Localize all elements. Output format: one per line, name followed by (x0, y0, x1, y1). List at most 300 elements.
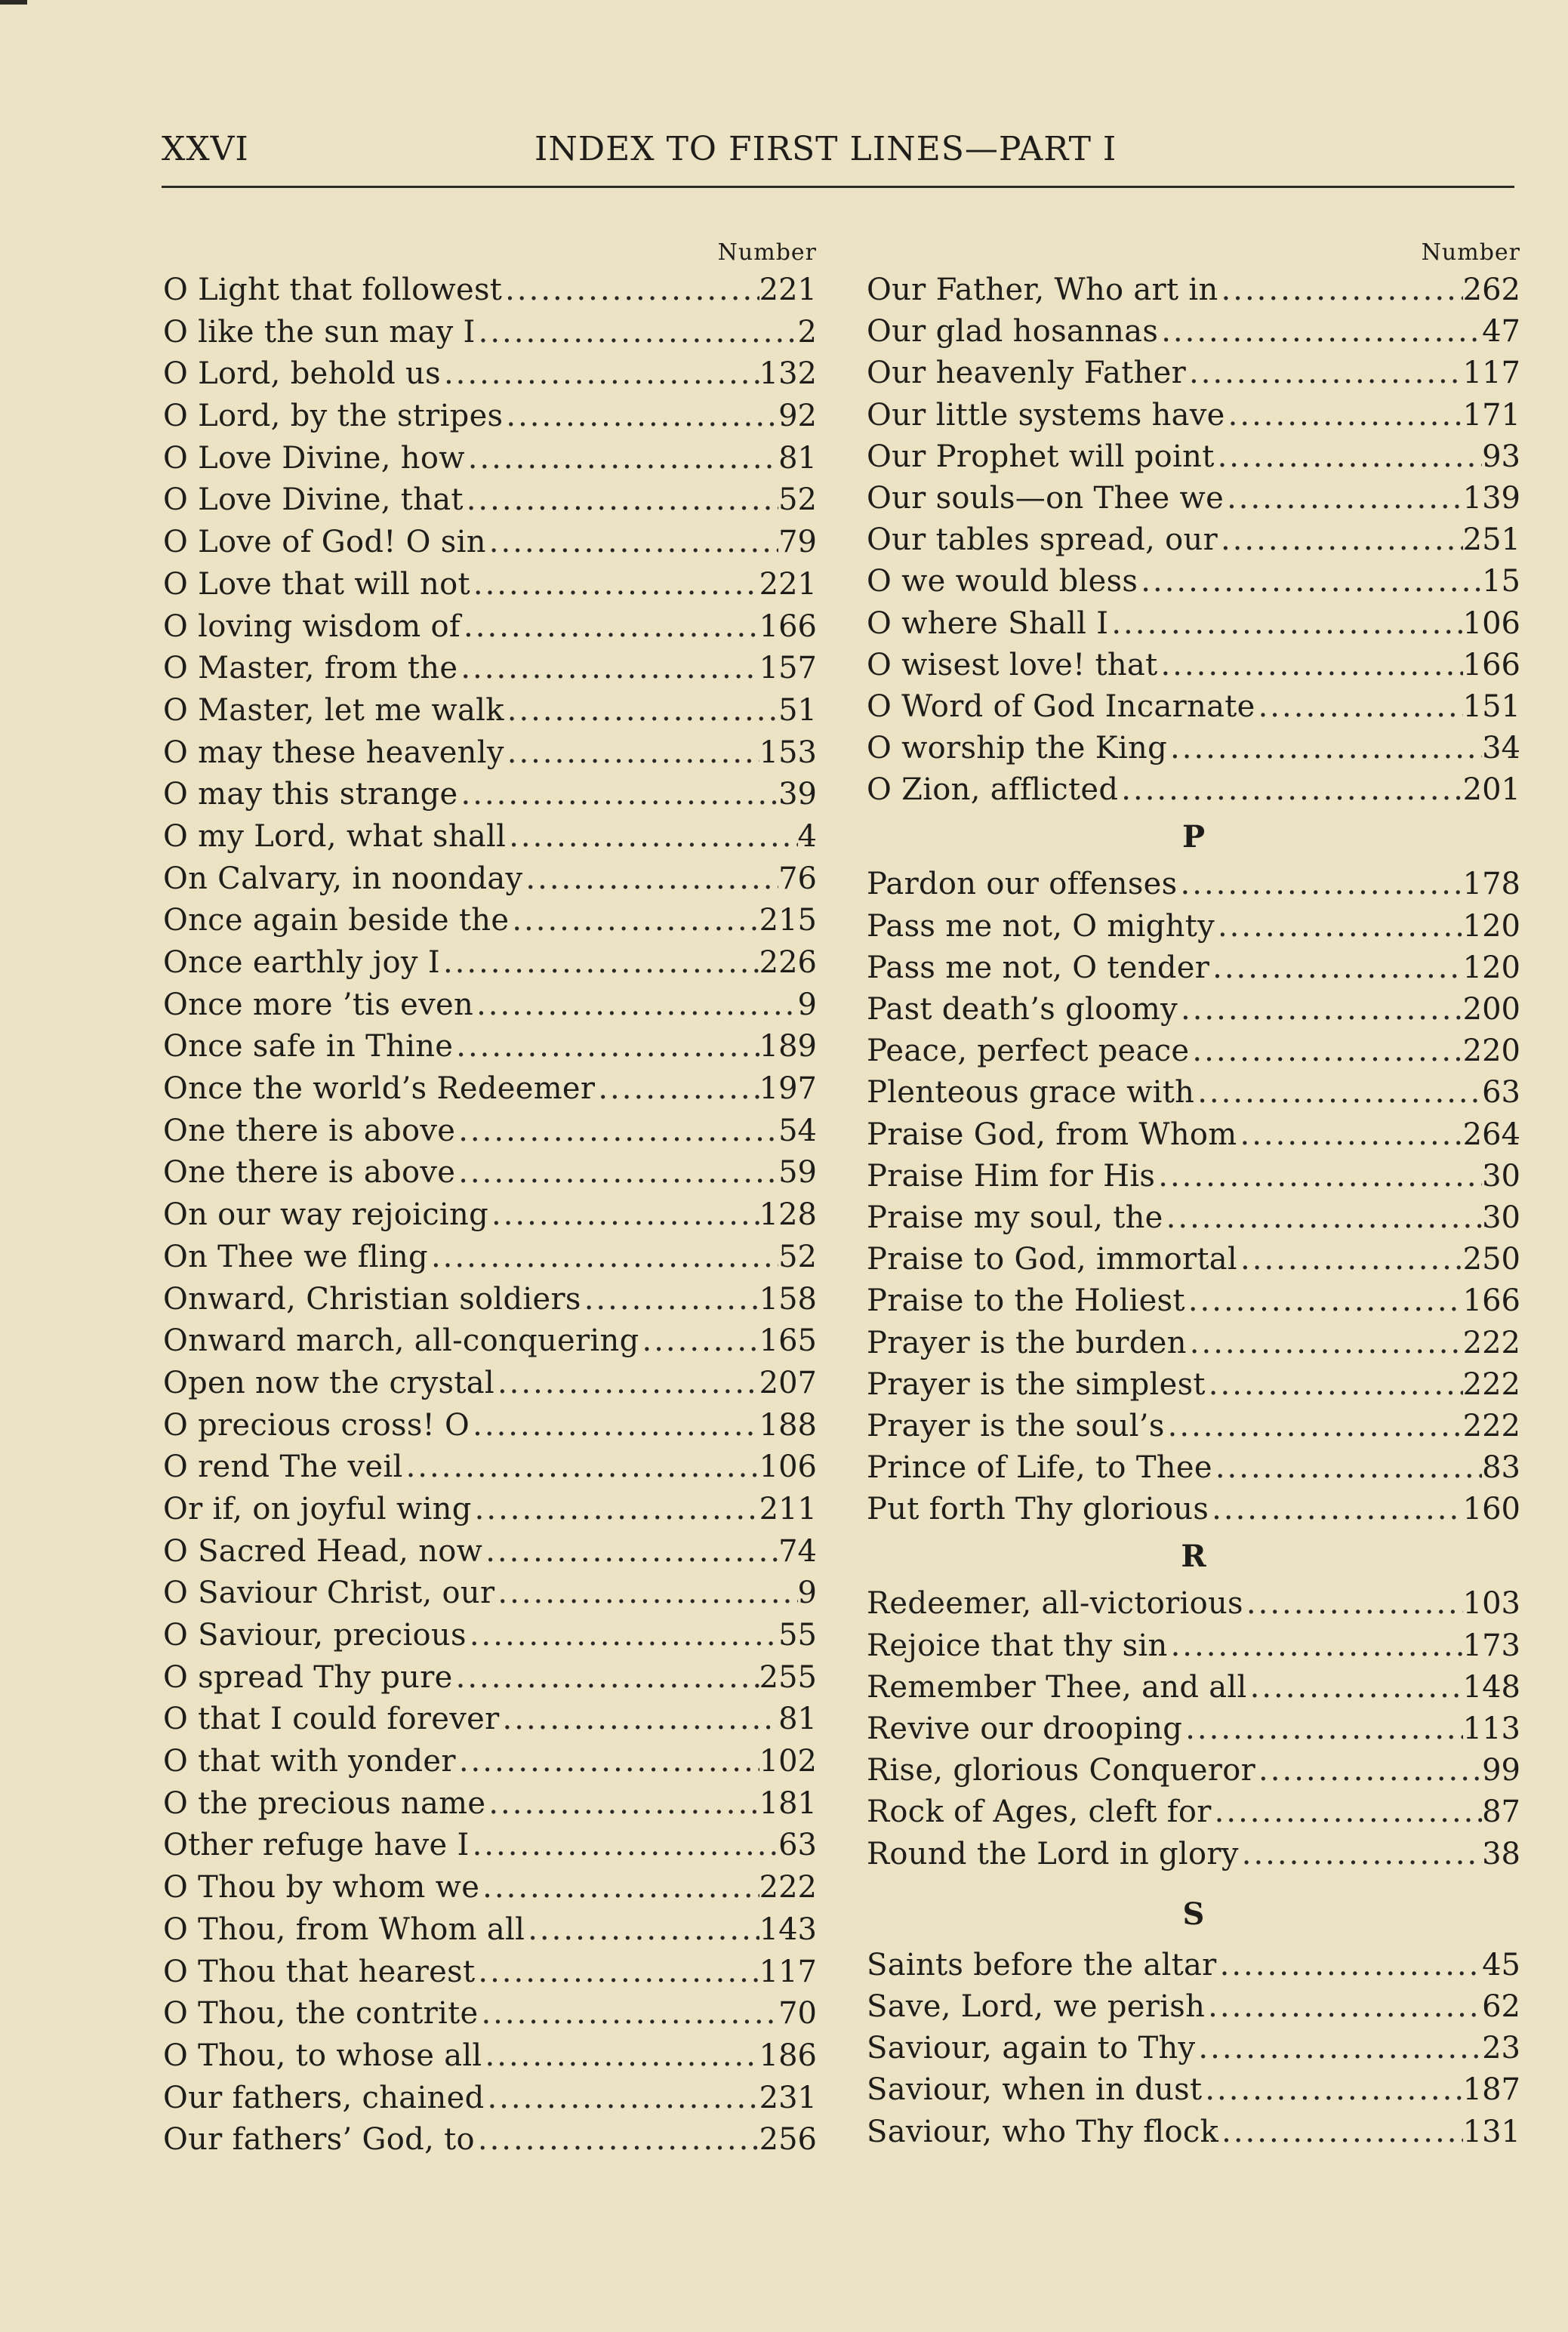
entry-number: 256 (759, 2122, 817, 2158)
entry-first-line: One there is above (163, 1155, 456, 1191)
index-entry (163, 396, 817, 438)
dot-leader (455, 1111, 778, 1153)
index-entry (163, 1194, 817, 1237)
index-entry (867, 1791, 1520, 1833)
index-entry (163, 1867, 817, 1909)
entry-first-line: O rend The veil (163, 1449, 403, 1485)
index-entry (163, 648, 817, 690)
column-heading: Number (1421, 239, 1520, 266)
entry-number: 30 (1482, 1158, 1520, 1194)
dot-leader (1215, 436, 1483, 478)
index-entry (867, 1834, 1520, 1875)
index-entry (867, 1239, 1520, 1280)
entry-number: 262 (1462, 273, 1520, 307)
index-entry (867, 1323, 1520, 1364)
dot-leader (581, 1279, 759, 1321)
dot-leader (1218, 2112, 1463, 2153)
dot-leader (485, 1783, 759, 1825)
index-entry (163, 900, 817, 942)
o-entry-list (867, 270, 1520, 811)
dot-leader (1167, 728, 1482, 769)
entry-first-line: Pass me not, O tender (867, 950, 1210, 985)
index-entry (163, 564, 817, 606)
section-letter-r: R (1181, 1539, 1206, 1575)
entry-number: 63 (1482, 1075, 1520, 1111)
index-entry (867, 1489, 1520, 1530)
index-entry (163, 1363, 817, 1405)
entry-number: 62 (1482, 1989, 1520, 2024)
dot-leader (1168, 1625, 1463, 1667)
dot-leader (1177, 864, 1462, 905)
entry-first-line: Praise Him for His (867, 1158, 1156, 1194)
entry-first-line: Prayer is the simplest (867, 1366, 1206, 1402)
index-entry (163, 1825, 817, 1867)
dot-leader (1212, 1447, 1482, 1489)
entry-number: 215 (759, 903, 817, 938)
entry-first-line: Remember Thee, and all (867, 1669, 1247, 1705)
entry-first-line: O loving wisdom of (163, 608, 461, 644)
dot-leader (1215, 906, 1463, 947)
entry-number: 158 (759, 1281, 817, 1317)
index-entry (867, 1114, 1520, 1156)
dot-leader (522, 858, 778, 901)
entry-first-line: O Lord, by the stripes (163, 399, 504, 434)
index-entry (163, 690, 817, 732)
entry-first-line: O that I could forever (163, 1702, 500, 1737)
index-entry (867, 1750, 1520, 1791)
index-entry (163, 2035, 817, 2078)
dot-leader (440, 942, 759, 984)
entry-first-line: Praise my soul, the (867, 1200, 1163, 1235)
dot-leader (482, 2035, 759, 2078)
index-entry (163, 1489, 817, 1531)
entry-number: 153 (759, 735, 817, 770)
dot-leader (453, 1026, 759, 1068)
entry-number: 131 (1462, 2114, 1520, 2149)
dot-leader (1206, 1364, 1463, 1406)
dot-leader (1255, 1750, 1482, 1791)
dot-leader (1243, 1583, 1463, 1625)
entry-first-line: Prayer is the soul’s (867, 1408, 1165, 1443)
index-entry (867, 906, 1520, 947)
index-entry (867, 1708, 1520, 1750)
entry-first-line: O Thou, from Whom all (163, 1912, 525, 1947)
dot-leader (1255, 686, 1463, 728)
entry-number: 92 (778, 399, 817, 434)
entry-number: 81 (778, 1702, 817, 1737)
index-entry (163, 1615, 817, 1657)
dot-leader (470, 1825, 779, 1867)
right-column (867, 238, 1520, 2153)
entry-first-line: Once safe in Thine (163, 1029, 454, 1064)
dot-leader (1237, 1114, 1463, 1156)
index-entry (867, 478, 1520, 519)
index-entry (163, 1405, 817, 1447)
dot-leader (1157, 645, 1462, 686)
entry-first-line: Prince of Life, to Thee (867, 1450, 1212, 1486)
entry-first-line: O spread Thy pure (163, 1659, 453, 1695)
index-entry (163, 1741, 817, 1783)
index-entry (867, 603, 1520, 645)
entry-number: 211 (759, 1491, 817, 1526)
index-entry (867, 1447, 1520, 1489)
entry-number: 47 (1482, 314, 1520, 350)
entry-number: 79 (778, 525, 817, 560)
dot-leader (1185, 1280, 1463, 1322)
entry-number: 181 (759, 1785, 817, 1821)
dot-leader (1218, 519, 1463, 561)
entry-number: 54 (778, 1113, 817, 1148)
dot-leader (488, 1194, 759, 1237)
entry-number: 51 (778, 692, 817, 728)
entry-first-line: Pardon our offenses (867, 867, 1178, 902)
r-entry-list (867, 1583, 1520, 1875)
entry-number: 113 (1462, 1711, 1520, 1746)
index-entry (867, 1667, 1520, 1708)
entry-first-line: Our Prophet will point (867, 439, 1215, 474)
entry-first-line: On our way rejoicing (163, 1197, 488, 1233)
entry-number: 148 (1462, 1669, 1520, 1705)
entry-number: 166 (1462, 647, 1520, 682)
entry-number: 201 (1462, 772, 1520, 808)
entry-first-line: Rock of Ages, cleft for (867, 1794, 1212, 1830)
entry-first-line: Our glad hosannas (867, 314, 1159, 350)
entry-first-line: Saviour, when in dust (867, 2072, 1203, 2108)
entry-number: 160 (1462, 1492, 1520, 1527)
dot-leader (428, 1237, 778, 1279)
entry-number: 220 (1462, 1034, 1520, 1069)
entry-number: 222 (1462, 1408, 1520, 1443)
entry-number: 9 (797, 987, 817, 1022)
entry-first-line: O Master, let me walk (163, 692, 504, 728)
dot-leader (453, 1657, 759, 1699)
dot-leader (482, 1531, 778, 1573)
entry-first-line: Other refuge have I (163, 1828, 470, 1863)
entry-first-line: O Thou, the contrite (163, 1996, 479, 2032)
dot-leader (506, 816, 797, 858)
index-entry (163, 1531, 817, 1573)
dot-leader (1155, 1156, 1482, 1197)
index-entry (867, 395, 1520, 436)
entry-number: 222 (1462, 1325, 1520, 1360)
index-entry (867, 728, 1520, 769)
dot-leader (504, 732, 759, 775)
index-entry (163, 1699, 817, 1741)
dot-leader (464, 479, 778, 522)
entry-number: 250 (1462, 1242, 1520, 1277)
entry-first-line: O Love Divine, how (163, 440, 465, 476)
entry-first-line: O my Lord, what shall (163, 818, 507, 854)
entry-number: 120 (1462, 950, 1520, 985)
entry-number: 52 (778, 482, 817, 518)
dot-leader (484, 2078, 759, 2120)
index-entry (867, 1406, 1520, 1447)
entry-first-line: O may these heavenly (163, 735, 504, 770)
dot-leader (403, 1446, 759, 1489)
entry-number: 128 (759, 1197, 817, 1233)
entry-number: 187 (1462, 2072, 1520, 2108)
dot-leader (475, 2119, 759, 2161)
index-entry (867, 270, 1520, 311)
entry-number: 103 (1462, 1586, 1520, 1622)
entry-number: 120 (1462, 908, 1520, 944)
dot-leader (1118, 769, 1462, 811)
dot-leader (1209, 947, 1463, 989)
entry-first-line: O wisest love! that (867, 647, 1158, 682)
page-header (162, 130, 1513, 175)
index-entry (163, 270, 817, 312)
entry-number: 188 (759, 1407, 817, 1443)
dot-leader (502, 270, 759, 312)
entry-number: 81 (778, 440, 817, 476)
entry-number: 173 (1462, 1628, 1520, 1663)
entry-number: 200 (1462, 992, 1520, 1027)
entry-number: 9 (797, 1576, 817, 1611)
dot-leader (457, 774, 778, 816)
entry-first-line: O Saviour Christ, our (163, 1576, 495, 1611)
index-entry (163, 1068, 817, 1111)
index-entry (163, 984, 817, 1027)
dot-leader (1194, 1072, 1482, 1114)
entry-number: 226 (759, 945, 817, 980)
entry-first-line: Onward march, all-conquering (163, 1323, 639, 1359)
entry-number: 117 (1462, 356, 1520, 391)
entry-first-line: Saviour, again to Thy (867, 2031, 1196, 2066)
entry-first-line: Revive our drooping (867, 1711, 1183, 1746)
entry-first-line: O Zion, afflicted (867, 772, 1119, 808)
index-entry (163, 1993, 817, 2035)
index-entry (867, 311, 1520, 353)
entry-number: 59 (778, 1155, 817, 1191)
entry-number: 264 (1462, 1117, 1520, 1152)
column-heading: Number (717, 239, 817, 266)
entry-first-line: Our Father, Who art in (867, 273, 1218, 307)
index-entry (163, 2078, 817, 2120)
entry-first-line: Our tables spread, our (867, 522, 1218, 558)
index-entry (163, 1320, 817, 1363)
entry-number: 117 (759, 1954, 817, 1989)
entry-first-line: O Saviour, precious (163, 1618, 467, 1653)
index-entry (163, 1152, 817, 1194)
entry-first-line: Once the world’s Redeemer (163, 1071, 596, 1107)
entry-first-line: On Thee we fling (163, 1239, 428, 1274)
dot-leader (1165, 1406, 1463, 1447)
dot-leader (503, 396, 778, 438)
dot-leader (1195, 2028, 1482, 2069)
entry-number: 30 (1482, 1200, 1520, 1235)
dot-leader (525, 1909, 759, 1952)
index-entry (867, 864, 1520, 905)
index-entry (867, 353, 1520, 394)
entry-first-line: Rejoice that thy sin (867, 1628, 1168, 1663)
index-entry (867, 686, 1520, 728)
dot-leader (1158, 311, 1482, 353)
entry-first-line: Praise to God, immortal (867, 1242, 1238, 1277)
entry-first-line: O Light that followest (163, 273, 503, 307)
index-entry (163, 606, 817, 648)
index-entry (867, 1945, 1520, 1986)
entry-number: 143 (759, 1912, 817, 1947)
entry-first-line: Put forth Thy glorious (867, 1492, 1209, 1527)
index-entry (867, 436, 1520, 478)
index-entry (163, 438, 817, 480)
entry-number: 166 (1462, 1283, 1520, 1319)
entry-first-line: O Thou that hearest (163, 1954, 476, 1989)
entry-first-line: Once earthly joy I (163, 945, 440, 980)
entry-number: 39 (778, 777, 817, 812)
index-entry (163, 479, 817, 522)
index-entry (163, 353, 817, 396)
entry-first-line: O Master, from the (163, 651, 458, 686)
index-entry (163, 1952, 817, 1994)
dot-leader (1108, 603, 1462, 645)
entry-number: 4 (797, 818, 817, 854)
index-entry (867, 519, 1520, 561)
entry-first-line: O Love that will not (163, 566, 470, 602)
entry-first-line: Our souls—on Thee we (867, 480, 1225, 516)
entry-number: 76 (778, 861, 817, 896)
page-number: XXVI (162, 130, 249, 168)
s-entry-list (867, 1945, 1520, 2153)
index-entry (163, 1657, 817, 1699)
entry-number: 38 (1482, 1836, 1520, 1871)
entry-number: 166 (759, 608, 817, 644)
dot-leader (1239, 1834, 1482, 1875)
index-entry (163, 1446, 817, 1489)
entry-number: 207 (759, 1365, 817, 1400)
index-entry (163, 1909, 817, 1952)
index-entry (163, 1783, 817, 1825)
dot-leader (1224, 478, 1463, 519)
entry-number: 2 (797, 314, 817, 350)
index-entry (867, 1625, 1520, 1667)
entry-first-line: O Love of God! O sin (163, 525, 486, 560)
index-entry (867, 769, 1520, 811)
dot-leader (504, 690, 778, 732)
dot-leader (1178, 989, 1463, 1030)
entry-first-line: Or if, on joyful wing (163, 1491, 472, 1526)
entry-number: 231 (759, 2080, 817, 2115)
index-entry (163, 858, 817, 901)
entry-first-line: Once again beside the (163, 903, 510, 938)
entry-first-line: O may this strange (163, 777, 458, 812)
entry-first-line: O Thou by whom we (163, 1870, 480, 1905)
dot-leader (1218, 270, 1463, 311)
index-entry (867, 2069, 1520, 2111)
entry-first-line: Saints before the altar (867, 1947, 1217, 1982)
entry-number: 45 (1482, 1947, 1520, 1982)
entry-number: 157 (759, 651, 817, 686)
dot-leader (1225, 395, 1463, 436)
entry-first-line: O Love Divine, that (163, 482, 464, 518)
entry-number: 34 (1482, 731, 1520, 766)
index-entry (867, 2112, 1520, 2153)
dot-leader (500, 1699, 779, 1741)
entry-number: 139 (1462, 480, 1520, 516)
entry-number: 52 (778, 1239, 817, 1274)
index-entry (163, 816, 817, 858)
dot-leader (455, 1152, 778, 1194)
index-entry (867, 1583, 1520, 1625)
entry-first-line: Past death’s gloomy (867, 992, 1178, 1027)
index-entry (867, 1197, 1520, 1239)
index-entry (867, 561, 1520, 602)
index-entry (163, 1026, 817, 1068)
dot-leader (475, 1952, 759, 1994)
index-entry (867, 1156, 1520, 1197)
dot-leader (1202, 2069, 1462, 2111)
entry-number: 132 (759, 356, 817, 392)
index-entry (163, 1573, 817, 1615)
dot-leader (1237, 1239, 1463, 1280)
dot-leader (1187, 1323, 1463, 1364)
dot-leader (639, 1320, 759, 1363)
left-entry-list (163, 270, 817, 2161)
dot-leader (1186, 353, 1463, 394)
dot-leader (441, 353, 759, 396)
entry-first-line: Peace, perfect peace (867, 1034, 1190, 1069)
entry-first-line: Our little systems have (867, 397, 1225, 433)
section-letter-s: S (1182, 1896, 1205, 1932)
entry-first-line: Save, Lord, we perish (867, 1989, 1206, 2024)
entry-number: 74 (778, 1533, 817, 1569)
entry-first-line: Saviour, who Thy flock (867, 2114, 1219, 2149)
index-entry (163, 312, 817, 354)
entry-first-line: O like the sun may I (163, 314, 476, 350)
dot-leader (461, 606, 759, 648)
entry-first-line: Our fathers, chained (163, 2080, 485, 2115)
entry-first-line: Prayer is the burden (867, 1325, 1187, 1360)
entry-number: 106 (759, 1449, 817, 1485)
dot-leader (476, 312, 798, 354)
dot-leader (1247, 1667, 1463, 1708)
entry-number: 102 (759, 1744, 817, 1779)
index-entry (867, 947, 1520, 989)
index-entry (867, 989, 1520, 1030)
dot-leader (472, 1489, 759, 1531)
index-entry (867, 1280, 1520, 1322)
dot-leader (457, 648, 759, 690)
entry-first-line: O that with yonder (163, 1744, 456, 1779)
entry-number: 222 (759, 1870, 817, 1905)
entry-number: 165 (759, 1323, 817, 1359)
dot-leader (473, 984, 797, 1027)
left-column (163, 238, 817, 2161)
entry-first-line: On Calvary, in noonday (163, 861, 523, 896)
dot-leader (494, 1573, 797, 1615)
dot-leader (456, 1741, 759, 1783)
entry-first-line: Praise to the Holiest (867, 1283, 1185, 1319)
entry-number: 83 (1482, 1450, 1520, 1486)
entry-first-line: Our heavenly Father (867, 356, 1187, 391)
entry-number: 151 (1462, 689, 1520, 724)
index-entry (867, 2028, 1520, 2069)
entry-number: 87 (1482, 1794, 1520, 1830)
entry-number: 186 (759, 2038, 817, 2073)
dot-leader (1138, 561, 1482, 602)
entry-first-line: O Sacred Head, now (163, 1533, 483, 1569)
entry-number: 197 (759, 1071, 817, 1107)
entry-first-line: O we would bless (867, 564, 1138, 599)
entry-first-line: O Lord, behold us (163, 356, 441, 392)
index-entry (867, 1364, 1520, 1406)
corner-mark (0, 0, 27, 5)
entry-first-line: Plenteous grace with (867, 1075, 1195, 1111)
entry-number: 15 (1482, 564, 1520, 599)
entry-first-line: Once more ’tis even (163, 987, 474, 1022)
dot-leader (470, 564, 759, 606)
dot-leader (1205, 1986, 1482, 2028)
